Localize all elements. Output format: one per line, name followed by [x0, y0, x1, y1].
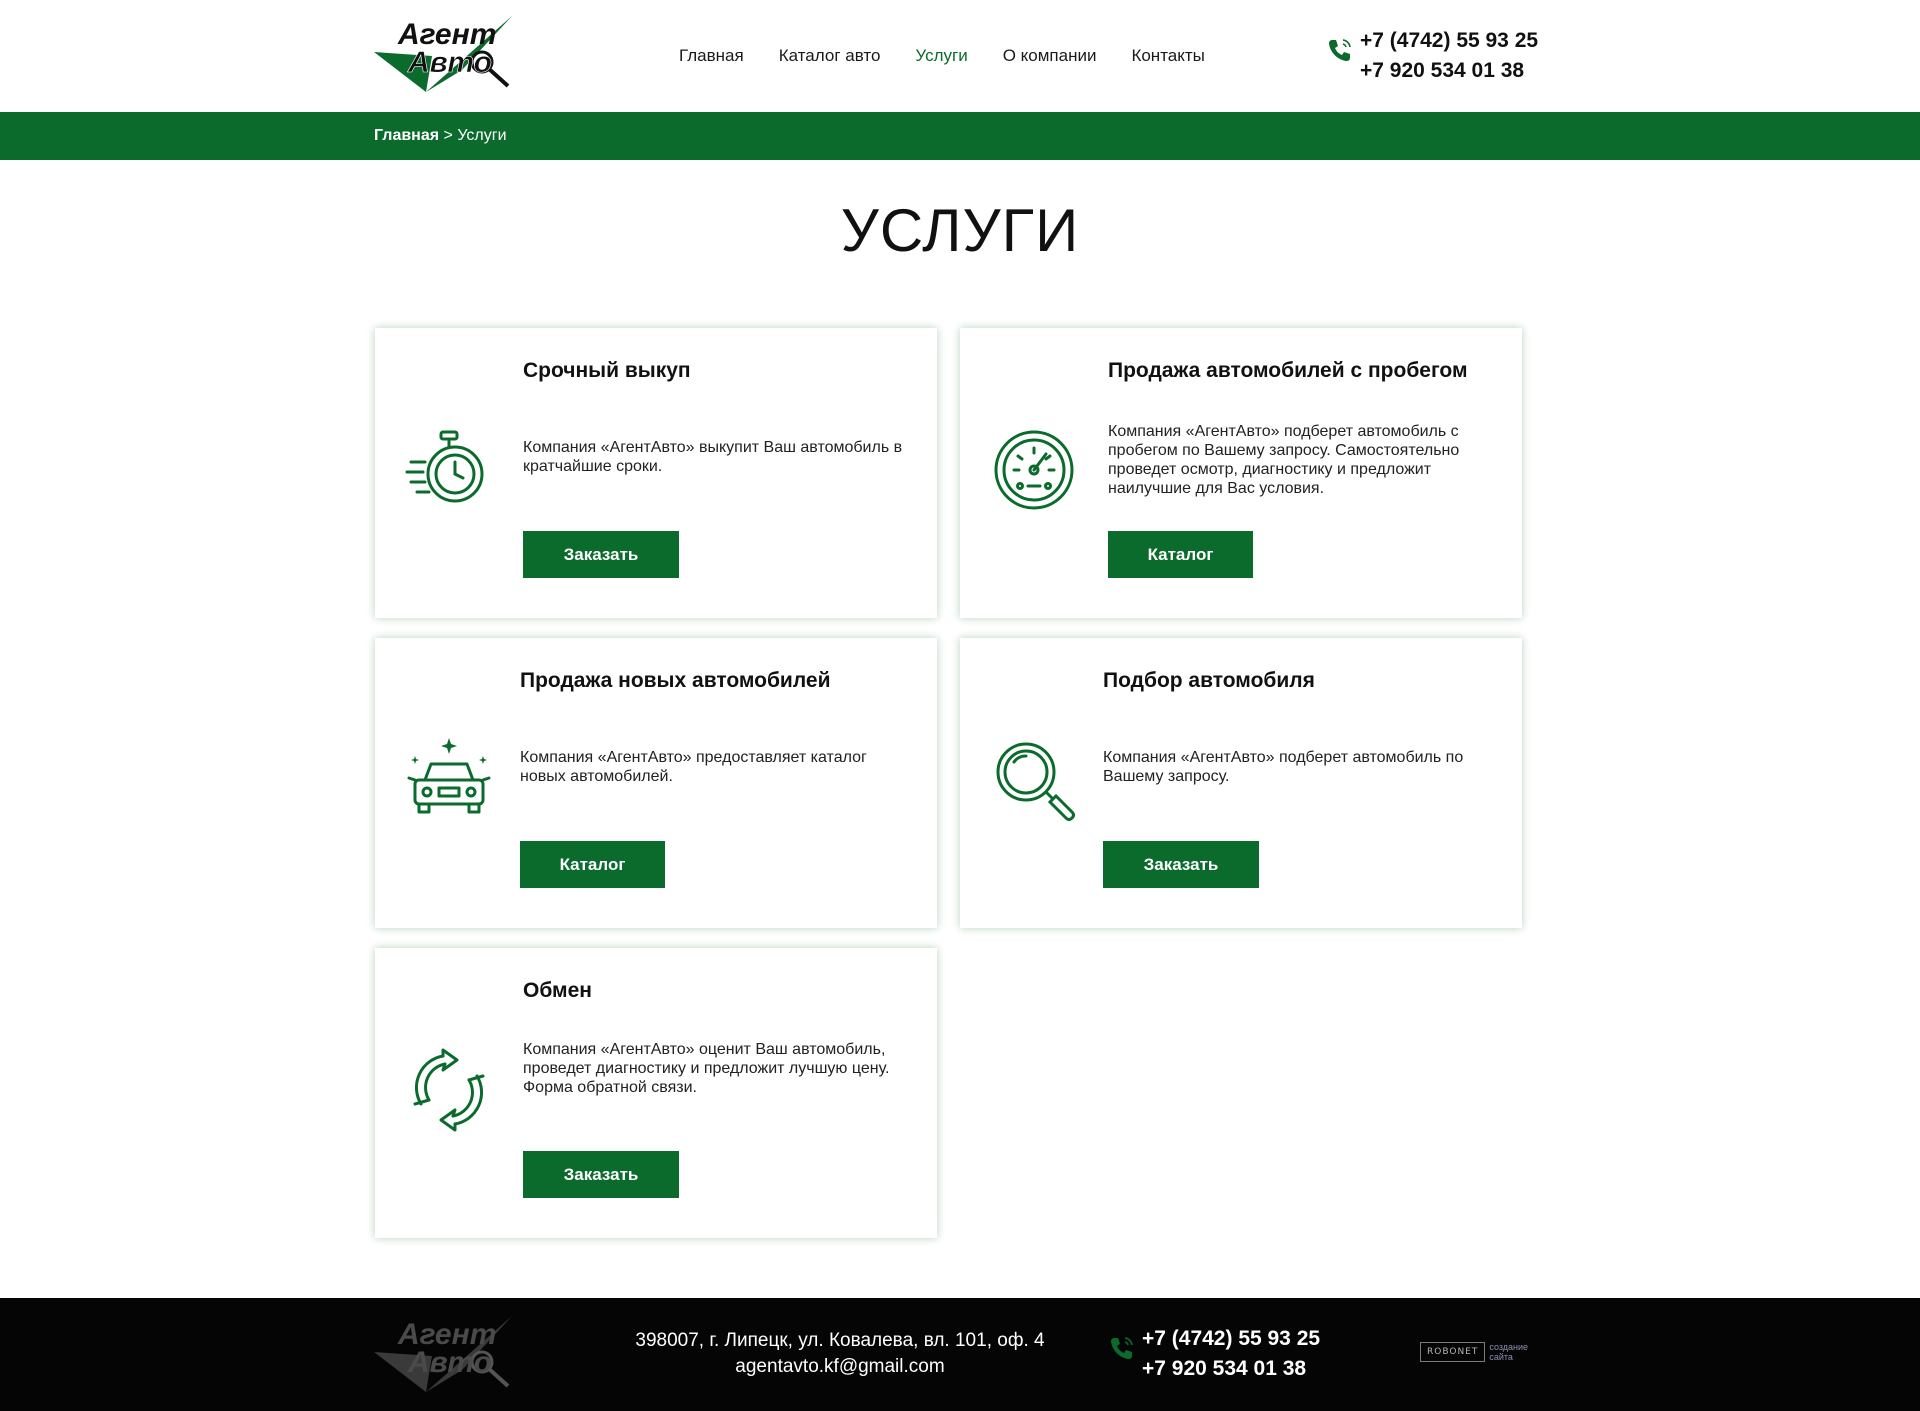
service-description: Компания «АгентАвто» выкупит Ваш автомобиль в кратчайшие сроки. — [523, 439, 903, 475]
service-title: Подбор автомобиля — [1103, 669, 1315, 692]
service-card-exchange — [375, 948, 937, 1238]
nav-about[interactable]: О компании — [1002, 46, 1097, 65]
service-description: Компания «АгентАвто» предоставляет каталог новых автомобилей. — [520, 749, 867, 785]
breadcrumb-home[interactable]: Главная — [374, 127, 440, 144]
header-phone-2[interactable]: +7 920 534 01 38 — [1360, 59, 1525, 82]
footer-contacts — [580, 1328, 1100, 1380]
footer-phone-1[interactable]: +7 (4742) 55 93 25 — [1142, 1327, 1321, 1350]
nav-catalog[interactable]: Каталог авто — [778, 46, 881, 65]
agentavto-logo[interactable] — [374, 14, 534, 94]
nav-contacts[interactable]: Контакты — [1131, 46, 1205, 65]
breadcrumb — [374, 127, 507, 145]
main-nav — [679, 46, 1240, 66]
service-title: Срочный выкуп — [523, 359, 691, 382]
order-button[interactable]: Заказать — [523, 1151, 679, 1198]
robonet-badge[interactable] — [1420, 1342, 1528, 1362]
phone-icon — [1108, 1334, 1136, 1362]
stopwatch-icon — [403, 424, 495, 516]
service-description: Компания «АгентАвто» подберет автомобиль с пробегом по Вашему запросу. Самостоятельно проведет осмотр, диагностику и предложит наилучшие для Вас условия. — [1108, 423, 1460, 497]
svg-text:Агент: Агент — [398, 18, 497, 51]
service-description: Компания «АгентАвто» оценит Ваш автомобиль, проведет диагностику и предложит лучшую цену. Форма обратной связи. — [523, 1041, 890, 1096]
magnifier-icon — [988, 734, 1080, 826]
breadcrumb-separator: > — [439, 127, 458, 144]
robonet-caption — [1489, 1342, 1528, 1362]
page-title: УСЛУГИ — [840, 197, 1080, 264]
breadcrumb-bar — [0, 112, 1920, 160]
footer-phone-2[interactable]: +7 920 534 01 38 — [1142, 1357, 1307, 1380]
catalog-button[interactable]: Каталог — [520, 841, 665, 888]
footer-email[interactable]: agentavto.kf@gmail.com — [735, 1356, 945, 1377]
footer-address: 398007, г. Липецк, ул. Ковалева, вл. 101, оф. 4 — [635, 1330, 1045, 1351]
service-title: Продажа автомобилей с пробегом — [1108, 359, 1468, 382]
phone-icon — [1326, 36, 1354, 64]
footer-logo[interactable] — [374, 1314, 534, 1394]
robonet-logo: ROBONET — [1420, 1342, 1485, 1362]
service-description: Компания «АгентАвто» подберет автомобиль по Вашему запросу. — [1103, 749, 1464, 785]
service-title: Обмен — [523, 979, 592, 1002]
exchange-arrows-icon — [403, 1044, 495, 1136]
service-card-new-cars — [375, 638, 937, 928]
nav-home[interactable]: Главная — [679, 46, 744, 65]
site-header — [0, 0, 1920, 112]
service-card-used-cars — [960, 328, 1522, 618]
header-phone-1[interactable]: +7 (4742) 55 93 25 — [1360, 29, 1539, 52]
speedometer-icon — [988, 424, 1080, 516]
service-card-urgent-buyout — [375, 328, 937, 618]
robonet-caption-line-1: создание — [1489, 1342, 1529, 1352]
order-button[interactable]: Заказать — [523, 531, 679, 578]
nav-services[interactable]: Услуги — [915, 46, 968, 65]
breadcrumb-current: Услуги — [457, 127, 507, 144]
svg-text:Авто: Авто — [408, 46, 492, 79]
service-title: Продажа новых автомобилей — [520, 669, 831, 692]
catalog-button[interactable]: Каталог — [1108, 531, 1253, 578]
svg-text:Авто: Авто — [408, 1346, 492, 1379]
new-car-icon — [403, 734, 495, 826]
order-button[interactable]: Заказать — [1103, 841, 1259, 888]
site-footer — [0, 1298, 1920, 1411]
service-card-car-selection — [960, 638, 1522, 928]
svg-text:Агент: Агент — [398, 1318, 497, 1351]
robonet-caption-line-2: сайта — [1489, 1352, 1513, 1362]
